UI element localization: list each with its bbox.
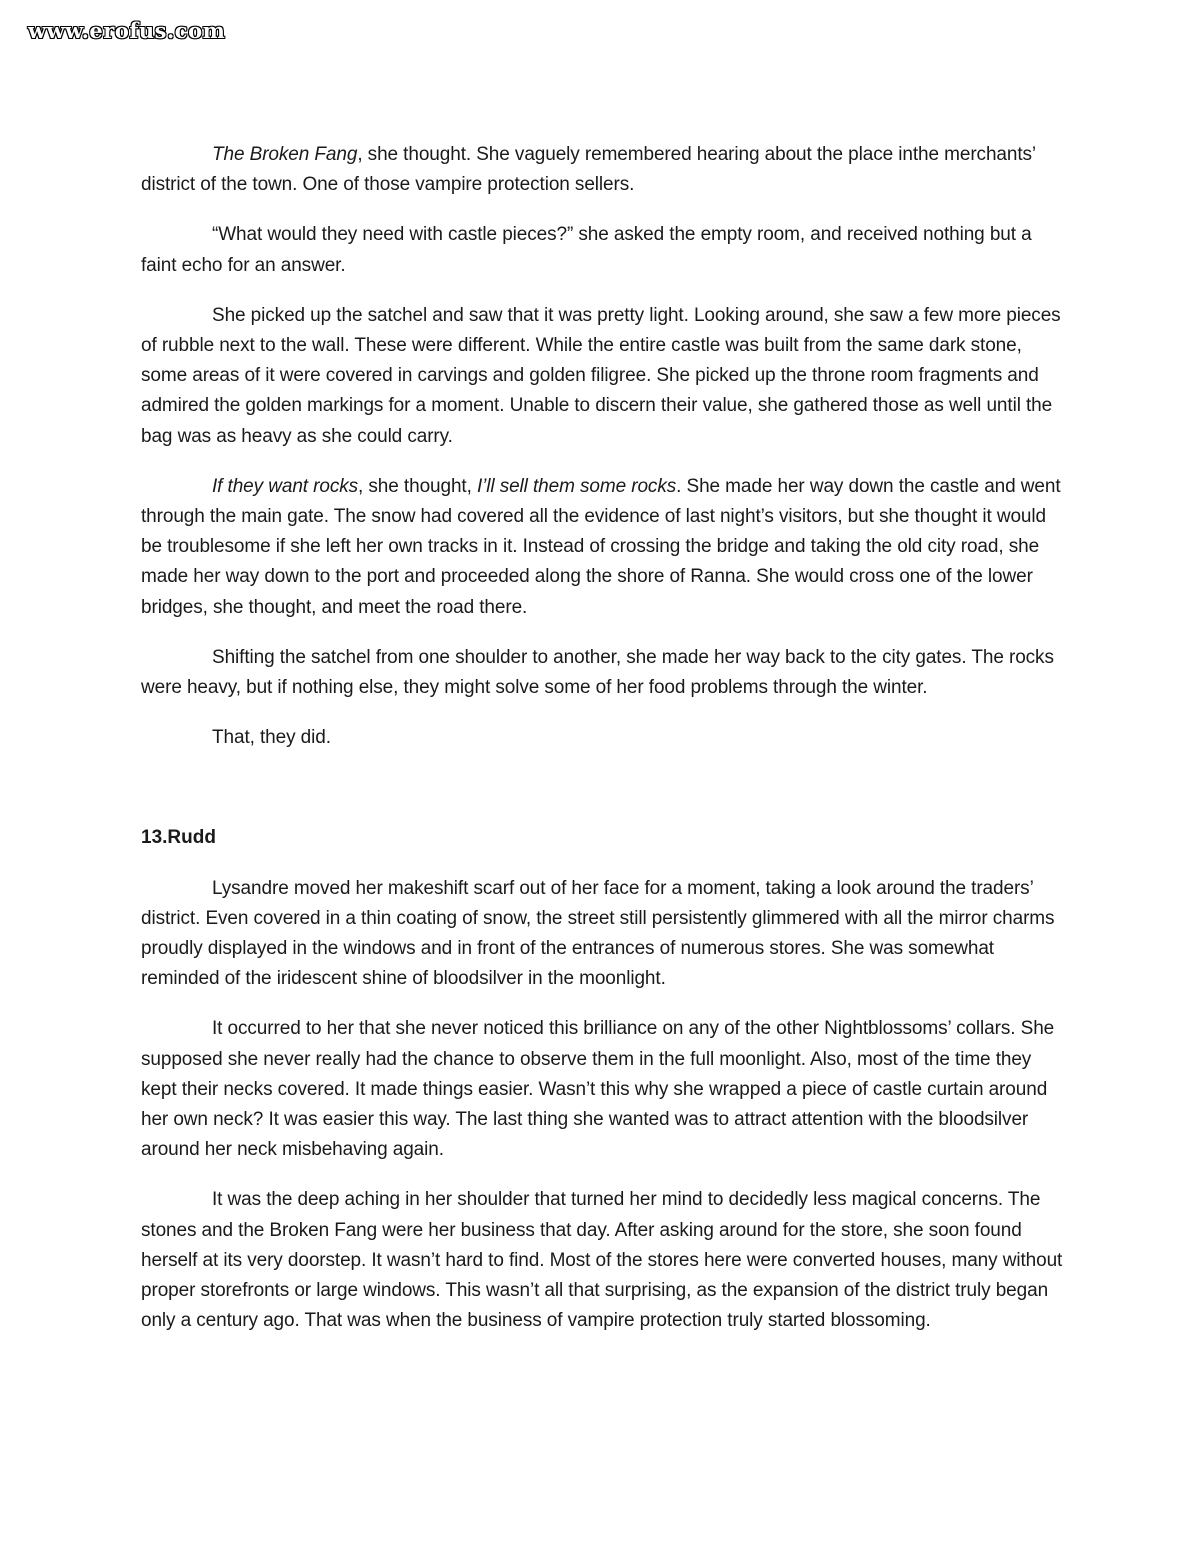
paragraph-traders-district: Lysandre moved her makeshift scarf out of her face for a moment, taking a look around the traders’ district. Even covered in a thin coating of snow, the street still persistently glimmered with all the mirror charms proudly displayed in the windows and in front of the entrances of numerous stores. She was somewhat reminded of the iridescent shine of bloodsilver in the moonlight.	[141, 877, 1055, 990]
document-page	[141, 140, 1066, 1357]
italic-phrase: I’ll sell them some rocks	[476, 475, 677, 497]
section-spacer	[141, 773, 1066, 823]
paragraph-they-did: That, they did.	[212, 727, 331, 749]
paragraph-text: , she thought. She vaguely remembered hearing about the place inthe merchants’ district of the town. One of those vampire protection sellers.	[141, 144, 1036, 196]
paragraph-rocks	[141, 472, 1066, 623]
watermark-logo: www.erofus.com	[28, 18, 226, 43]
chapter-heading: 13.Rudd	[141, 827, 216, 849]
paragraph-castle-pieces: “What would they need with castle pieces?” she asked the empty room, and received nothing but a faint echo for an answer.	[141, 224, 1032, 276]
italic-phrase: The Broken Fang	[212, 144, 358, 165]
paragraph-broken-fang	[141, 140, 1066, 200]
paragraph-shoulder: It was the deep aching in her shoulder that turned her mind to decidedly less magical concerns. The stones and the Broken Fang were her business that day. After asking around for the store, she soon found herself at its very doorstep. It wasn’t hard to find. Most of the stores here were converted houses, many without proper storefronts or large windows. This wasn’t all that surprising, as the expansion of the district truly began only a century ago. That was when the business of vampire protection truly started blossoming.	[141, 1189, 1063, 1332]
paragraph-text: , she thought,	[358, 475, 477, 497]
paragraph-text: . She made her way down the castle and went through the main gate. The snow had covered all the evidence of last night’s visitors, but she thought it would be troublesome if she left her own tracks in it. Instead of crossing the bridge and taking the old city road, she made her way down to the port and proceeded along the shore of Ranna. She would cross one of the lower bridges, she thought, and meet the road there.	[141, 475, 1061, 618]
paragraph-shifting-satchel: Shifting the satchel from one shoulder to another, she made her way back to the city gates. The rocks were heavy, but if nothing else, they might solve some of her food problems through the winter.	[141, 646, 1054, 699]
paragraph-satchel: She picked up the satchel and saw that it was pretty light. Looking around, she saw a few more pieces of rubble next to the wall. These were different. While the entire castle was built from the same dark stone, some areas of it were covered in carvings and golden filigree. She picked up the throne room fragments and admired the golden markings for a moment. Unable to discern their value, she gathered those as well until the bag was as heavy as she could carry.	[141, 304, 1061, 447]
paragraph-nightblossoms: It occurred to her that she never noticed this brilliance on any of the other Nightblossoms’ collars. She supposed she never really had the chance to observe them in the full moonlight. Also, most of the time they kept their necks covered. It made things easier. Wasn’t this why she wrapped a piece of castle curtain around her own neck? It was easier this way. The last thing she wanted was to attract attention with the bloodsilver around her neck misbehaving again.	[141, 1018, 1055, 1161]
italic-phrase: If they want rocks	[212, 475, 359, 497]
